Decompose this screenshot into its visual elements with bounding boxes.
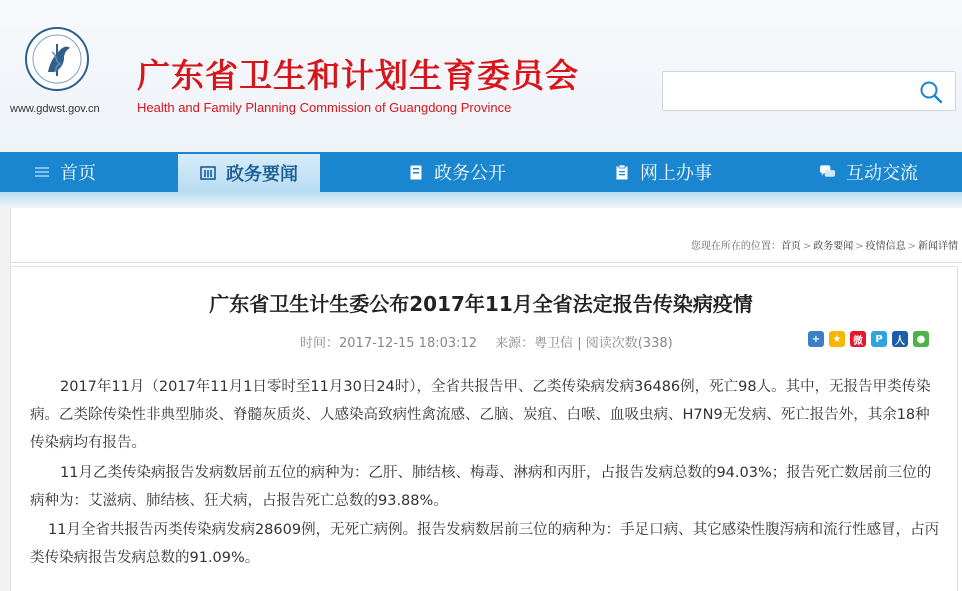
breadcrumb-home[interactable]: 首页: [780, 241, 801, 252]
home-icon: [34, 164, 50, 180]
chat-icon: [820, 164, 836, 180]
weibo-icon[interactable]: 微: [850, 331, 866, 347]
breadcrumb-government-news[interactable]: 政务要闻: [813, 241, 854, 252]
nav-label: 政务要闻: [226, 164, 298, 185]
nav-label: 网上办事: [640, 163, 712, 184]
breadcrumb: 您现在所在的位置：首页 > 政务要闻 > 疫情信息 > 新闻详情: [690, 241, 958, 252]
logo-emblem-icon[interactable]: [24, 26, 90, 92]
article-paragraph: 11月乙类传染病报告发病数居前五位的病种为：乙肝、肺结核、梅毒、淋病和丙肝，占报告发病总数的94.03%；报告死亡数居前三位的病种为：艾滋病、肺结核、狂犬病，占报告死亡总数的93.88%。: [30, 465, 932, 509]
clipboard-icon: [614, 164, 630, 180]
news-icon: [200, 165, 216, 181]
article-title: 广东省卫生计生委公布2017年11月全省法定报告传染病疫情: [209, 292, 753, 316]
tencent-weibo-icon[interactable]: P: [871, 331, 887, 347]
renren-icon[interactable]: 人: [892, 331, 908, 347]
wechat-icon[interactable]: ●: [913, 331, 929, 347]
nav-label: 政务公开: [434, 163, 506, 184]
share-plus-icon[interactable]: +: [808, 331, 824, 347]
nav-shadow: [0, 192, 962, 206]
nav-item-open-government[interactable]: [408, 152, 506, 192]
breadcrumb-prefix: 您现在所在的位置：: [690, 241, 781, 252]
nav-label: 首页: [60, 163, 96, 184]
nav-item-online-services[interactable]: [614, 152, 712, 192]
site-subtitle: Health and Family Planning Commission of Guangdong Province: [137, 100, 512, 115]
nav-label: 互动交流: [846, 163, 918, 184]
nav-item-interaction[interactable]: [820, 152, 918, 192]
article-source: 来源：粤卫信 | 阅读次数(338): [495, 336, 673, 351]
document-icon: [408, 164, 424, 180]
search-box: [662, 71, 956, 111]
article-meta: [300, 332, 673, 351]
site-title[interactable]: 广东省卫生和计划生育委员会: [137, 56, 579, 95]
search-icon[interactable]: [919, 80, 943, 104]
search-input[interactable]: [669, 78, 909, 104]
share-bar: [808, 331, 929, 347]
qzone-icon[interactable]: ★: [829, 331, 845, 347]
nav-item-government-news[interactable]: [178, 154, 320, 192]
divider: [10, 262, 962, 263]
site-header: [0, 0, 962, 152]
article-time: 时间：2017-12-15 18:03:12: [300, 336, 478, 351]
breadcrumb-news-detail[interactable]: 新闻详情: [918, 241, 958, 252]
article-paragraph: 11月全省共报告丙类传染病发病28609例，无死亡病例。报告发病数居前三位的病种为：手足口病、其它感染性腹泻病和流行性感冒，占丙类传染病报告发病总数的91.09%。: [30, 522, 940, 566]
breadcrumb-epidemic-info[interactable]: 疫情信息: [865, 241, 906, 252]
article-paragraph: 2017年11月（2017年11月1日零时至11月30日24时），全省共报告甲、乙类传染病发病36486例，死亡98人。其中，无报告甲类传染病。乙类除传染性非典型肺炎、脊髓灰质炎、人感染高致病性禽流感、乙脑、炭疽、白喉、血吸虫病、H7N9无发病、死亡报告外，其余18种传染病均有报告。: [30, 379, 931, 451]
main-nav: [0, 152, 962, 192]
nav-item-home[interactable]: [34, 152, 96, 192]
site-url: www.gdwst.gov.cn: [10, 103, 100, 115]
